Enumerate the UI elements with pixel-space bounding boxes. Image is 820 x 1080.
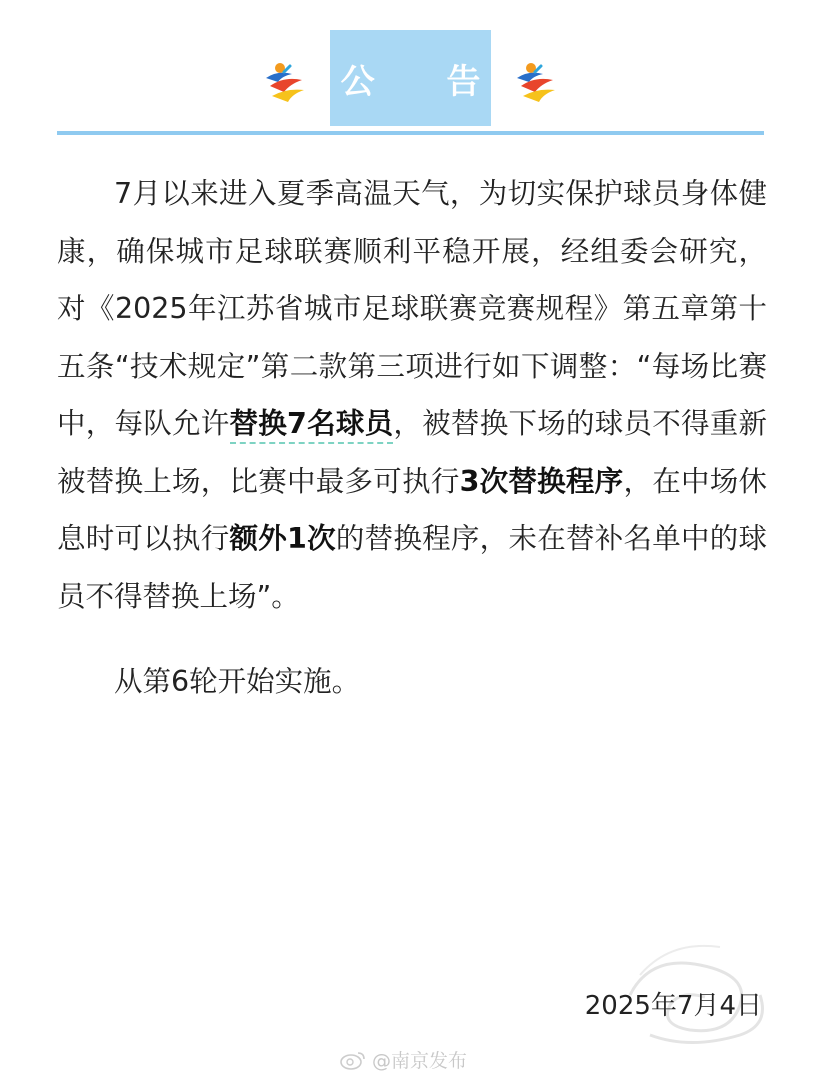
text-segment: ，在中场休息时可以执行 [57,464,767,555]
sports-logo-icon [262,60,308,104]
highlight-substitution-windows: 3次替换程序 [459,464,624,498]
notice-date: 2025年7月4日 [584,991,762,1021]
text-segment: ，被替换下场的球员不得重新被替换上场，比赛中最多可执行 [57,407,767,498]
sports-logo-icon [513,60,559,104]
page-title: 公 告 [340,61,511,102]
source-watermark [340,1046,467,1073]
highlight-substitution-count: 替换7名球员 [230,407,394,444]
watermark-text: @南京发布 [372,1050,468,1072]
paragraph-adjustment [57,165,767,625]
highlight-extra-window: 额外1次 [229,522,336,555]
weibo-icon [340,1050,366,1070]
paragraph-effective-date: 从第6轮开始实施。 [114,665,361,698]
title-box [330,30,511,126]
notice-header [0,0,820,140]
notice-body [57,165,767,711]
text-segment: 的替换程序，未在替补名单中的球员不得替换上场”。 [57,522,767,613]
header-divider [57,131,764,135]
text-segment: 7月以来进入夏季高温天气，为切实保护球员身体健康，确保城市足球联赛顺利平稳开展，经组委会研究，对《2025年江苏省城市足球联赛竞赛规程》第五章第十五条“技术规定”第二款第三项进行如下调整：“每场比赛中，每队允许 [57,177,767,440]
